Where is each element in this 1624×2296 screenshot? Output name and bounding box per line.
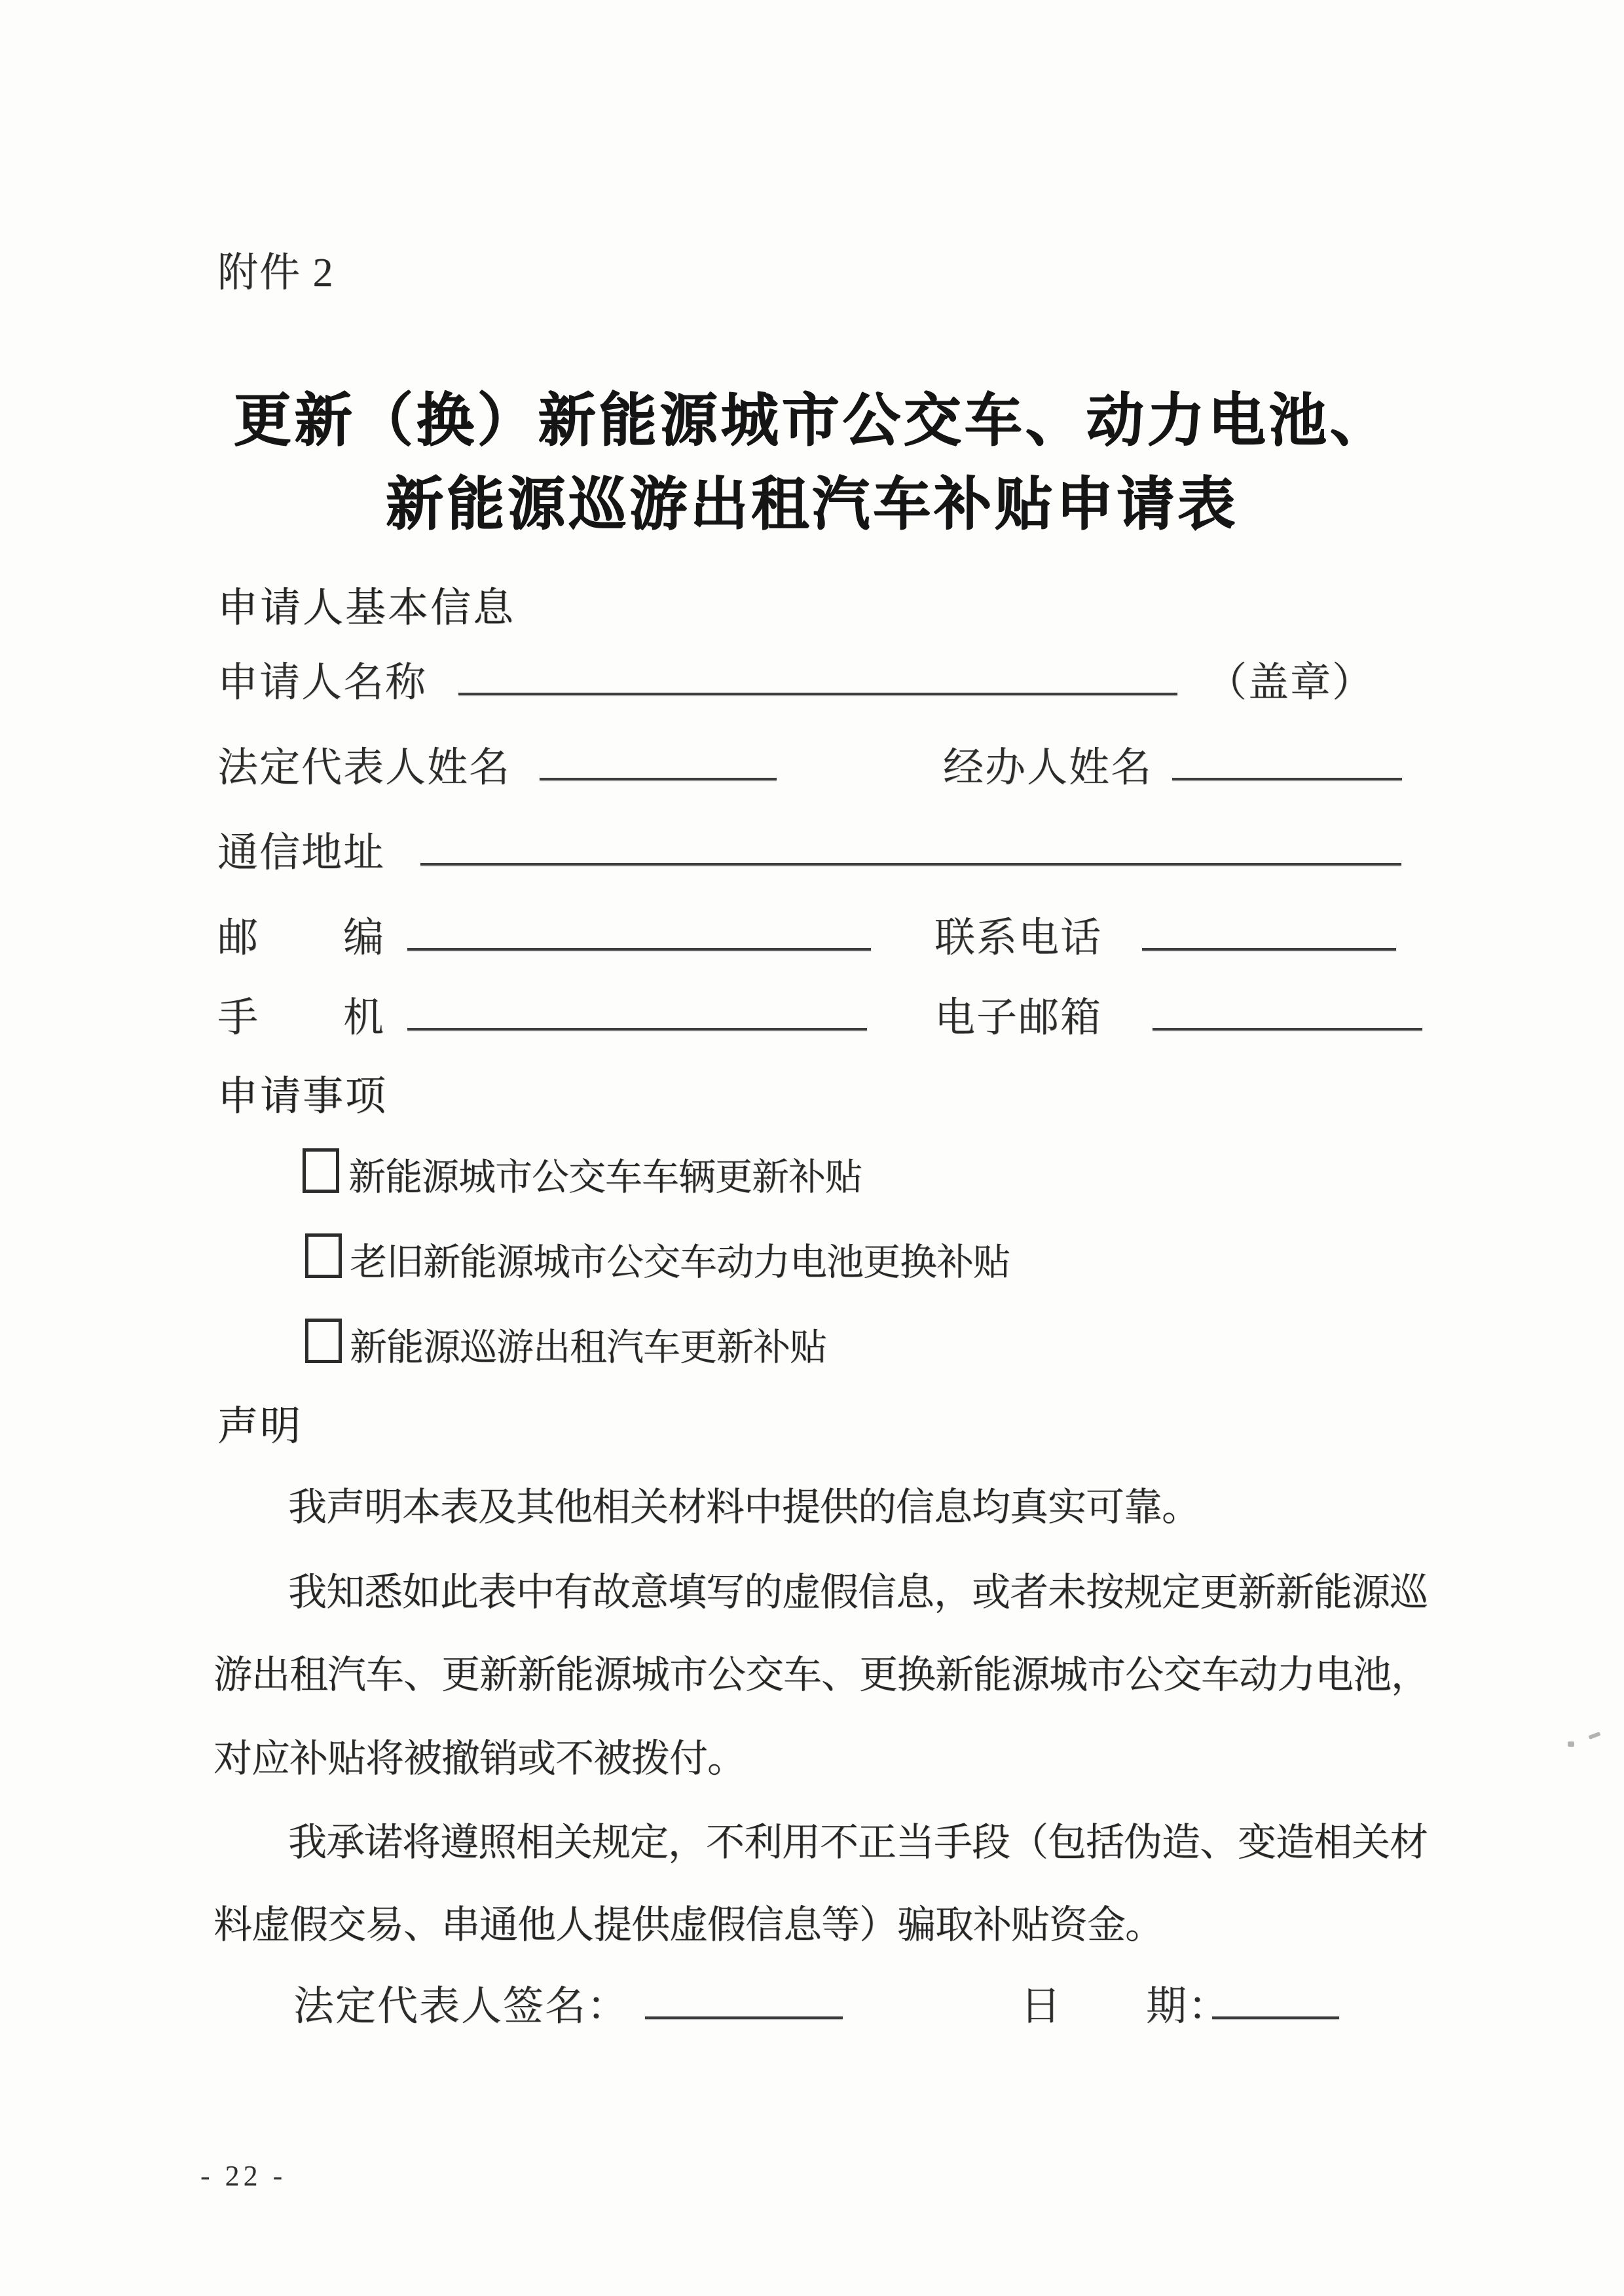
mobile-field[interactable]	[407, 1024, 867, 1030]
declaration-line-1: 我声明本表及其他相关材料中提供的信息均真实可靠。	[288, 1485, 1200, 1529]
date-field[interactable]	[1212, 2013, 1339, 2019]
scan-artifact	[1589, 1732, 1601, 1740]
signature-field[interactable]	[645, 2013, 843, 2019]
mobile-label: 手 机	[217, 996, 386, 1040]
option-taxi-renewal-label: 新能源巡游出租汽车更新补贴	[350, 1327, 826, 1368]
mailing-address-field[interactable]	[420, 859, 1401, 866]
applicant-name-label: 申请人名称	[217, 661, 428, 705]
document-title-line2: 新能源巡游出租汽车补贴申请表	[385, 473, 1238, 537]
document-title-line1: 更新（换）新能源城市公交车、动力电池、	[233, 390, 1391, 453]
applicant-name-field[interactable]	[458, 689, 1177, 695]
handler-name-field[interactable]	[1172, 774, 1402, 780]
legal-rep-label: 法定代表人姓名	[217, 746, 511, 790]
declaration-line-2: 我知悉如此表中有故意填写的虚假信息，或者未按规定更新新能源巡	[288, 1571, 1428, 1614]
page-number: - 22 -	[200, 2160, 287, 2192]
email-label: 电子邮箱	[934, 996, 1103, 1040]
declaration-line-6: 料虚假交易、串通他人提供虚假信息等）骗取补贴资金。	[213, 1903, 1164, 1946]
declaration-line-5: 我承诺将遵照相关规定，不利用不正当手段（包括伪造、变造相关材	[288, 1821, 1428, 1864]
application-items-heading: 申请事项	[217, 1074, 388, 1119]
option-bus-vehicle-renewal-label: 新能源城市公交车车辆更新补贴	[348, 1157, 862, 1198]
attachment-label: 附件 2	[217, 251, 335, 295]
address-label: 通信地址	[217, 831, 386, 875]
applicant-info-heading: 申请人基本信息	[217, 586, 516, 630]
postal-code-field[interactable]	[407, 944, 871, 951]
checkbox-battery-replacement-icon[interactable]	[305, 1233, 342, 1278]
scan-artifact	[1568, 1741, 1574, 1747]
seal-suffix-label: （盖章）	[1206, 661, 1375, 705]
phone-label: 联系电话	[934, 916, 1103, 960]
checkbox-bus-vehicle-renewal-icon[interactable]	[303, 1148, 339, 1193]
declaration-line-3: 游出租汽车、更新新能源城市公交车、更换新能源城市公交车动力电池，	[213, 1653, 1430, 1696]
signature-label: 法定代表人签名：	[293, 1984, 629, 2029]
checkbox-taxi-renewal-icon[interactable]	[305, 1319, 342, 1363]
handler-label: 经办人姓名	[943, 746, 1153, 790]
email-field[interactable]	[1153, 1024, 1422, 1030]
postcode-label: 邮 编	[217, 916, 386, 960]
declaration-line-4: 对应补贴将被撤销或不被拨付。	[213, 1737, 746, 1780]
legal-rep-name-field[interactable]	[540, 774, 777, 780]
contact-phone-field[interactable]	[1142, 944, 1396, 951]
date-label: 日 期：	[1020, 1984, 1230, 2029]
declaration-heading: 声明	[217, 1404, 303, 1449]
option-battery-replacement-label: 老旧新能源城市公交车动力电池更换补贴	[350, 1242, 1010, 1283]
